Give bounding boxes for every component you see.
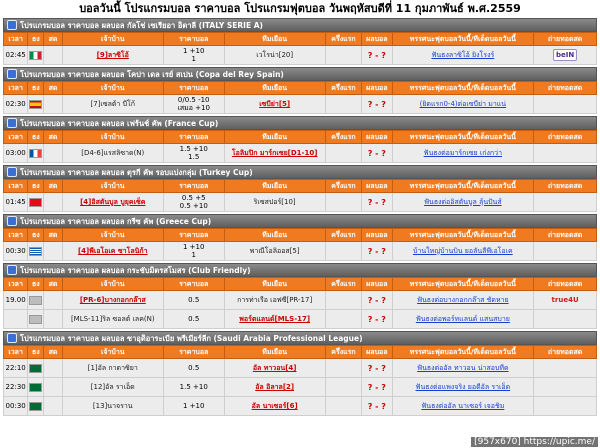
column-header-tv: ถ่ายทอดสด [534, 131, 597, 144]
league-logo-icon [7, 216, 17, 226]
tips-link[interactable]: ฟันธงลาซิโอ้ ยิงโรงร์ [392, 46, 534, 65]
country-flag-icon [29, 100, 42, 109]
odds-cell [163, 310, 224, 329]
column-header-league: ธง [28, 229, 44, 242]
odds-line-1: 1 +10 [182, 402, 205, 410]
column-header-home: เจ้าบ้าน [62, 131, 163, 144]
match-score: ? - ? [362, 193, 392, 212]
column-header-time: เวลา [4, 33, 28, 46]
column-header-time: เวลา [4, 180, 28, 193]
odds-line-1: 1.5 +10 [179, 383, 208, 391]
column-header-half: ครึ่งแรก [325, 180, 361, 193]
league-flag-cell [28, 397, 44, 416]
column-header-half: ครึ่งแรก [325, 82, 361, 95]
match-time: 00:30 [4, 397, 28, 416]
odds-line-2: 1 [191, 251, 196, 259]
match-table [3, 345, 597, 416]
home-team: [7]เซลต้า บีโก้ [62, 95, 163, 114]
away-team[interactable]: พอร์ตแลนด์[MLS-17] [224, 310, 325, 329]
tips-link[interactable]: ฟันธงต่ออัล นาเซอร์ เจอชิม [392, 397, 534, 416]
match-time: 22:30 [4, 378, 28, 397]
match-table [3, 228, 597, 261]
column-header-away: ทีมเยือน [224, 131, 325, 144]
match-time [4, 310, 28, 329]
league-logo-icon [7, 333, 17, 343]
match-table [3, 179, 597, 212]
column-header-home: เจ้าบ้าน [62, 229, 163, 242]
column-header-home: เจ้าบ้าน [62, 180, 163, 193]
column-header-tips: ทรรศนะฟุตบอลวันนี้/ทีเด็ดบอลวันนี้ [392, 82, 534, 95]
column-header-live: สด [44, 229, 62, 242]
league-flag-cell [28, 193, 44, 212]
match-score: ? - ? [362, 144, 392, 163]
country-flag-icon [29, 315, 42, 324]
column-header-score: ผลบอล [362, 180, 392, 193]
tv-channel-cell [534, 291, 597, 310]
tv-channel-cell [534, 95, 597, 114]
match-score: ? - ? [362, 378, 392, 397]
league-flag-cell [28, 95, 44, 114]
column-header-odds: ราคาบอล [163, 229, 224, 242]
match-table [3, 81, 597, 114]
column-header-odds: ราคาบอล [163, 278, 224, 291]
column-header-tv: ถ่ายทอดสด [534, 82, 597, 95]
half-time-cell [325, 291, 361, 310]
match-row [4, 291, 597, 310]
column-header-odds: ราคาบอล [163, 33, 224, 46]
match-time: 02:45 [4, 46, 28, 65]
match-table [3, 130, 597, 163]
league-section [3, 214, 597, 261]
live-cell [44, 193, 62, 212]
odds-line-1: 0.5 [188, 296, 200, 304]
match-time: 02:30 [4, 95, 28, 114]
match-score: ? - ? [362, 242, 392, 261]
column-header-away: ทีมเยือน [224, 278, 325, 291]
live-cell [44, 242, 62, 261]
live-cell [44, 378, 62, 397]
league-section [3, 263, 597, 329]
column-header-time: เวลา [4, 346, 28, 359]
tips-link[interactable]: ฟันธงต่อพอร์ทแลนด์ แสนสบาย [392, 310, 534, 329]
match-row [4, 397, 597, 416]
column-header-tips: ทรรศนะฟุตบอลวันนี้/ทีเด็ดบอลวันนี้ [392, 278, 534, 291]
league-flag-cell [28, 310, 44, 329]
column-header-live: สด [44, 180, 62, 193]
league-section [3, 18, 597, 65]
column-header-tips: ทรรศนะฟุตบอลวันนี้/ทีเด็ดบอลวันนี้ [392, 180, 534, 193]
half-time-cell [325, 397, 361, 416]
column-header-home: เจ้าบ้าน [62, 278, 163, 291]
league-section [3, 331, 597, 416]
league-logo-icon [7, 118, 17, 128]
column-header-league: ธง [28, 278, 44, 291]
league-flag-cell [28, 378, 44, 397]
away-team: ริเซสปอร์[10] [224, 193, 325, 212]
column-header-row [4, 278, 597, 291]
match-time: 01:45 [4, 193, 28, 212]
odds-cell [163, 359, 224, 378]
half-time-cell [325, 242, 361, 261]
match-score: ? - ? [362, 95, 392, 114]
home-team: [13]นาจราน [62, 397, 163, 416]
column-header-league: ธง [28, 33, 44, 46]
odds-line-1: 0.5 +5 [181, 194, 206, 202]
column-header-live: สด [44, 82, 62, 95]
column-header-away: ทีมเยือน [224, 33, 325, 46]
league-logo-icon [7, 167, 17, 177]
country-flag-icon [29, 383, 42, 392]
away-team: เวโรน่า[20] [224, 46, 325, 65]
match-row [4, 359, 597, 378]
league-title[interactable]: โปรแกรมบอล ราคาบอล ผลบอล กัลโช่ เซเรียอา อิตาลี (ITALY SERIE A) [20, 21, 263, 30]
half-time-cell [325, 144, 361, 163]
away-team[interactable]: อัล นาเซอร์[6] [224, 397, 325, 416]
match-score: ? - ? [362, 397, 392, 416]
column-header-row [4, 346, 597, 359]
tv-channel-cell [534, 193, 597, 212]
column-header-live: สด [44, 33, 62, 46]
odds-cell [163, 242, 224, 261]
column-header-score: ผลบอล [362, 82, 392, 95]
column-header-half: ครึ่งแรก [325, 278, 361, 291]
live-cell [44, 310, 62, 329]
league-header[interactable] [3, 67, 597, 81]
match-row [4, 95, 597, 114]
leagues-container [0, 18, 600, 416]
column-header-home: เจ้าบ้าน [62, 346, 163, 359]
country-flag-icon [29, 149, 42, 158]
column-header-tv: ถ่ายทอดสด [534, 180, 597, 193]
league-title[interactable]: โปรแกรมบอล ราคาบอล ผลบอล กรีซ คัพ (Greece Cup) [20, 217, 212, 226]
league-section [3, 165, 597, 212]
league-title[interactable]: โปรแกรมบอล ราคาบอล ผลบอล โคปา เดล เรย์ สเปน (Copa del Rey Spain) [20, 70, 284, 79]
column-header-row [4, 33, 597, 46]
column-header-half: ครึ่งแรก [325, 33, 361, 46]
match-row [4, 46, 597, 65]
league-flag-cell [28, 291, 44, 310]
league-header[interactable] [3, 18, 597, 32]
column-header-tv: ถ่ายทอดสด [534, 229, 597, 242]
country-flag-icon [29, 51, 42, 60]
match-score: ? - ? [362, 310, 392, 329]
match-row [4, 193, 597, 212]
half-time-cell [325, 46, 361, 65]
column-header-tips: ทรรศนะฟุตบอลวันนี้/ทีเด็ดบอลวันนี้ [392, 33, 534, 46]
tips-link[interactable]: ฟันธงต่อบางกอกกล๊าส ชัดหาย [392, 291, 534, 310]
half-time-cell [325, 95, 361, 114]
league-logo-icon [7, 69, 17, 79]
tips-link[interactable]: ฟันธงต่ออิสตันบูล ลุ้นปันส์ [392, 193, 534, 212]
odds-cell [163, 144, 224, 163]
column-header-row [4, 131, 597, 144]
odds-cell [163, 193, 224, 212]
column-header-away: ทีมเยือน [224, 180, 325, 193]
odds-line-1: 0/0.5 -10 [177, 96, 210, 104]
column-header-half: ครึ่งแรก [325, 131, 361, 144]
column-header-league: ธง [28, 82, 44, 95]
column-header-row [4, 180, 597, 193]
match-score: ? - ? [362, 359, 392, 378]
column-header-live: สด [44, 278, 62, 291]
column-header-row [4, 82, 597, 95]
away-team[interactable]: อัล ทาวอน[4] [224, 359, 325, 378]
column-header-score: ผลบอล [362, 229, 392, 242]
home-team: [1]อัล กาดาซิยา [62, 359, 163, 378]
match-table [3, 277, 597, 329]
column-header-tips: ทรรศนะฟุตบอลวันนี้/ทีเด็ดบอลวันนี้ [392, 131, 534, 144]
half-time-cell [325, 378, 361, 397]
tv-channel-cell [534, 242, 597, 261]
match-time: 03:00 [4, 144, 28, 163]
match-row [4, 378, 597, 397]
match-score: ? - ? [362, 291, 392, 310]
league-logo-icon [7, 20, 17, 30]
away-team[interactable]: เซบีย่า[5] [224, 95, 325, 114]
odds-line-2: 0.5 +10 [179, 202, 208, 210]
country-flag-icon [29, 296, 42, 305]
match-time: 19.00 [4, 291, 28, 310]
tips-link[interactable]: ฟันธงต่อแพงจริง ยอดีอัล ราเอ็ด [392, 378, 534, 397]
tv-channel-logo[interactable]: beIN [553, 49, 577, 61]
match-time: 00:30 [4, 242, 28, 261]
league-title[interactable]: โปรแกรมบอล ราคาบอล ผลบอล กระชับมิตรสโมสร (Club Friendly) [20, 266, 251, 275]
live-cell [44, 397, 62, 416]
country-flag-icon [29, 198, 42, 207]
home-team[interactable]: [4]พีเอโอเค ซาโลนิก้า [62, 242, 163, 261]
home-team: [MLS-11]ริล ซอลต์ เลค(N) [62, 310, 163, 329]
column-header-league: ธง [28, 180, 44, 193]
column-header-odds: ราคาบอล [163, 346, 224, 359]
odds-line-2: เสมอ +10 [177, 104, 210, 112]
column-header-league: ธง [28, 346, 44, 359]
column-header-away: ทีมเยือน [224, 82, 325, 95]
league-flag-cell [28, 144, 44, 163]
tv-channel-cell [534, 144, 597, 163]
tv-channel-cell [534, 310, 597, 329]
league-flag-cell [28, 242, 44, 261]
league-header[interactable] [3, 214, 597, 228]
tv-channel-logo[interactable]: true4U [551, 296, 579, 304]
live-cell [44, 144, 62, 163]
odds-cell [163, 397, 224, 416]
column-header-odds: ราคาบอล [163, 82, 224, 95]
half-time-cell [325, 310, 361, 329]
tv-channel-cell [534, 397, 597, 416]
league-flag-cell [28, 46, 44, 65]
half-time-cell [325, 193, 361, 212]
tips-link[interactable]: ฟันธงต่อมาร์กเซย เก่งกว่า [392, 144, 534, 163]
live-cell [44, 95, 62, 114]
league-section [3, 116, 597, 163]
tv-channel-cell [534, 359, 597, 378]
away-team: การท่าเรือ เอฟซี[PR-17] [224, 291, 325, 310]
odds-line-1: 1 +10 [182, 243, 205, 251]
column-header-score: ผลบอล [362, 346, 392, 359]
country-flag-icon [29, 247, 42, 256]
tv-channel-cell [534, 46, 597, 65]
column-header-score: ผลบอล [362, 278, 392, 291]
league-header[interactable] [3, 165, 597, 179]
column-header-live: สด [44, 131, 62, 144]
away-team[interactable]: โอลิมปิก มาร์กเซย[D1-10] [224, 144, 325, 163]
column-header-away: ทีมเยือน [224, 229, 325, 242]
match-row [4, 242, 597, 261]
page-title: บอลวันนี้ โปรแกรมบอล ราคาบอล โปรแกรมฟุตบอล วันพฤหัสบดีที่ 11 กุมภาพันธ์ พ.ศ.2559 [79, 2, 521, 15]
match-time: 22:10 [4, 359, 28, 378]
odds-cell [163, 95, 224, 114]
match-score: ? - ? [362, 46, 392, 65]
column-header-tv: ถ่ายทอดสด [534, 278, 597, 291]
column-header-score: ผลบอล [362, 131, 392, 144]
tips-link[interactable]: (ยิดแรก0-4)ต่อเซบีย่า มาแน่ [392, 95, 534, 114]
odds-cell [163, 378, 224, 397]
home-team[interactable]: [9]ลาซิโอ้ [62, 46, 163, 65]
tv-channel-cell [534, 378, 597, 397]
home-team[interactable]: [4]อิสตันบูล บูยุคเซ็ค [62, 193, 163, 212]
home-team: [D4-6]แรสลิซาด(N) [62, 144, 163, 163]
league-header[interactable] [3, 263, 597, 277]
away-team: พาณีโอลิออส[5] [224, 242, 325, 261]
column-header-home: เจ้าบ้าน [62, 33, 163, 46]
watermark: [957x670] https://upic.me/ [471, 437, 598, 447]
home-team[interactable]: [PR-6]บางกอกกล๊าส [62, 291, 163, 310]
tips-link[interactable]: ฟันธงต่ออัล ทาวอน น่าสอบทีด [392, 359, 534, 378]
column-header-row [4, 229, 597, 242]
column-header-home: เจ้าบ้าน [62, 82, 163, 95]
odds-line-1: 0.5 [188, 364, 200, 372]
tips-link[interactable]: บ้านใหญ่บ้านบิน ยอลันลีพีเอโอเค [392, 242, 534, 261]
league-section [3, 67, 597, 114]
column-header-tips: ทรรศนะฟุตบอลวันนี้/ทีเด็ดบอลวันนี้ [392, 346, 534, 359]
odds-cell [163, 291, 224, 310]
column-header-league: ธง [28, 131, 44, 144]
column-header-odds: ราคาบอล [163, 180, 224, 193]
country-flag-icon [29, 364, 42, 373]
match-table [3, 32, 597, 65]
away-team[interactable]: อัล อิลาล[2] [224, 378, 325, 397]
league-title[interactable]: โปรแกรมบอล ราคาบอล ผลบอล ซาอุดิอาระเบีย พรีเมียร์ลีก (Saudi Arabia Professional League) [20, 334, 363, 343]
column-header-half: ครึ่งแรก [325, 346, 361, 359]
odds-line-2: 1.5 [188, 153, 200, 161]
home-team: [12]อัล ราเอ็ด [62, 378, 163, 397]
live-cell [44, 46, 62, 65]
league-flag-cell [28, 359, 44, 378]
live-cell [44, 291, 62, 310]
column-header-tips: ทรรศนะฟุตบอลวันนี้/ทีเด็ดบอลวันนี้ [392, 229, 534, 242]
column-header-odds: ราคาบอล [163, 131, 224, 144]
league-header[interactable] [3, 331, 597, 345]
match-row [4, 310, 597, 329]
odds-line-1: 1 +10 [182, 47, 205, 55]
league-title[interactable]: โปรแกรมบอล ราคาบอล ผลบอล ตุรกี คัพ รอบแบ่งกลุ่ม (Turkey Cup) [20, 168, 253, 177]
odds-line-2: 1 [191, 55, 196, 63]
column-header-time: เวลา [4, 131, 28, 144]
country-flag-icon [29, 402, 42, 411]
odds-line-1: 1.5 +10 [179, 145, 208, 153]
column-header-live: สด [44, 346, 62, 359]
column-header-time: เวลา [4, 229, 28, 242]
column-header-away: ทีมเยือน [224, 346, 325, 359]
column-header-tv: ถ่ายทอดสด [534, 33, 597, 46]
column-header-time: เวลา [4, 82, 28, 95]
odds-line-1: 0.5 [188, 315, 200, 323]
league-title[interactable]: โปรแกรมบอล ราคาบอล ผลบอล เฟร้นช์ คัพ (France Cup) [20, 119, 219, 128]
half-time-cell [325, 359, 361, 378]
column-header-half: ครึ่งแรก [325, 229, 361, 242]
league-logo-icon [7, 265, 17, 275]
column-header-score: ผลบอล [362, 33, 392, 46]
live-cell [44, 359, 62, 378]
column-header-time: เวลา [4, 278, 28, 291]
match-row [4, 144, 597, 163]
column-header-tv: ถ่ายทอดสด [534, 346, 597, 359]
league-header[interactable] [3, 116, 597, 130]
odds-cell [163, 46, 224, 65]
